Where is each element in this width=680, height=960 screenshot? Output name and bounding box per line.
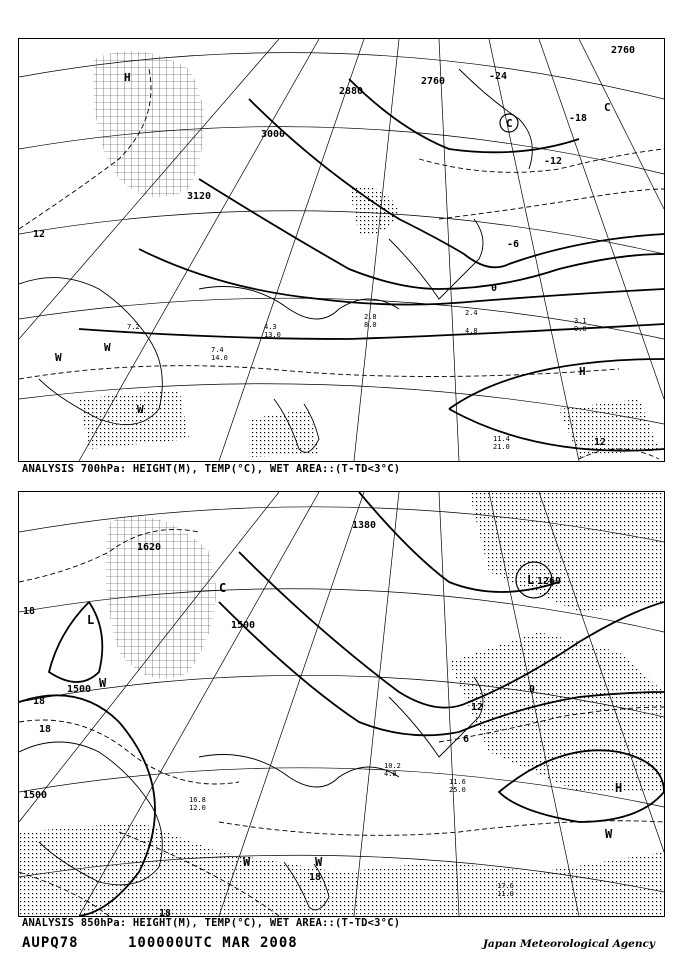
- temp-label: 18: [309, 872, 322, 883]
- warm-center-mark: W: [99, 676, 107, 690]
- temp-label: 18: [23, 606, 36, 617]
- svg-text:2.4: 2.4: [465, 309, 478, 317]
- svg-text:11.6: 11.6: [449, 778, 466, 786]
- height-label: 1500: [67, 684, 92, 695]
- cold-center-mark: C: [219, 581, 227, 595]
- height-label: 1380: [352, 520, 377, 531]
- svg-text:3.1: 3.1: [574, 317, 587, 325]
- svg-text:14.0: 14.0: [211, 354, 228, 362]
- svg-text:11.0: 11.0: [497, 890, 514, 898]
- temp-label: 18: [159, 908, 172, 916]
- temp-label: -18: [569, 113, 588, 124]
- svg-text:9.0: 9.0: [574, 325, 587, 333]
- height-label: 1260: [537, 576, 562, 587]
- temp-label: 18: [33, 696, 46, 707]
- temp-label: -24: [489, 71, 508, 82]
- svg-text:12.0: 12.0: [189, 804, 206, 812]
- svg-text:17.6: 17.6: [497, 882, 514, 890]
- svg-text:25.0: 25.0: [449, 786, 466, 794]
- station-values: [127, 309, 587, 451]
- wet-areas: [19, 492, 664, 916]
- height-label: 3120: [187, 191, 212, 202]
- temp-label: 12: [33, 229, 46, 240]
- svg-text:4.8: 4.8: [465, 327, 478, 335]
- chart-id: AUPQ78: [22, 935, 79, 951]
- svg-text:4.3: 4.3: [264, 323, 277, 331]
- map-panel-850hpa: [18, 491, 665, 917]
- map-850hpa-svg: [19, 492, 664, 916]
- height-label: 1500: [231, 620, 256, 631]
- temp-label: 12: [594, 437, 607, 448]
- svg-text:10.2: 10.2: [384, 762, 401, 770]
- height-label: 2880: [339, 86, 364, 97]
- svg-text:7.4: 7.4: [211, 346, 224, 354]
- cold-center-mark: C: [506, 117, 513, 130]
- height-label: 2760: [611, 45, 636, 56]
- svg-text:13.0: 13.0: [264, 331, 281, 339]
- warm-center-mark: W: [243, 855, 251, 869]
- high-center-mark: H: [124, 71, 131, 84]
- temp-label: 6: [463, 734, 470, 745]
- panel-caption-850hpa: ANALYSIS 850hPa: HEIGHT(M), TEMP(°C), WET AREA::(T-TD<3°C): [22, 917, 401, 929]
- temp-label: 0: [529, 684, 536, 695]
- temp-label: -12: [544, 156, 563, 167]
- height-label: 1620: [137, 542, 162, 553]
- temp-label: 18: [39, 724, 52, 735]
- warm-center-mark: W: [55, 351, 62, 364]
- svg-text:16.8: 16.8: [189, 796, 206, 804]
- warm-center-mark: W: [137, 403, 144, 416]
- height-label: 2760: [421, 76, 446, 87]
- cold-center-mark: C: [604, 101, 611, 114]
- temp-label: -6: [507, 239, 520, 250]
- temp-label: 12: [471, 702, 484, 713]
- agency-name: Japan Meteorological Agency: [482, 938, 655, 950]
- map-700hpa-svg: [19, 39, 664, 461]
- warm-center-mark: W: [315, 855, 323, 869]
- low-center-mark: L: [87, 613, 95, 627]
- svg-text:4.8: 4.8: [384, 770, 397, 778]
- svg-text:7.2: 7.2: [127, 323, 140, 331]
- map-panel-700hpa: [18, 38, 665, 462]
- warm-center-mark: W: [104, 341, 111, 354]
- height-label: 3000: [261, 129, 286, 140]
- temp-label: 0: [491, 283, 498, 294]
- svg-text:2.8: 2.8: [364, 313, 377, 321]
- wet-areas: [79, 51, 659, 457]
- svg-text:8.0: 8.0: [364, 321, 377, 329]
- high-center-mark: H: [579, 365, 586, 378]
- panel-caption-700hpa: ANALYSIS 700hPa: HEIGHT(M), TEMP(°C), WET AREA::(T-TD<3°C): [22, 463, 401, 475]
- low-center-mark: L: [527, 573, 535, 587]
- warm-center-mark: W: [605, 827, 613, 841]
- svg-text:11.4: 11.4: [493, 435, 510, 443]
- valid-time: 100000UTC MAR 2008: [128, 935, 298, 951]
- svg-text:21.0: 21.0: [493, 443, 510, 451]
- height-label: 1500: [23, 790, 48, 801]
- high-center-mark: H: [615, 781, 623, 795]
